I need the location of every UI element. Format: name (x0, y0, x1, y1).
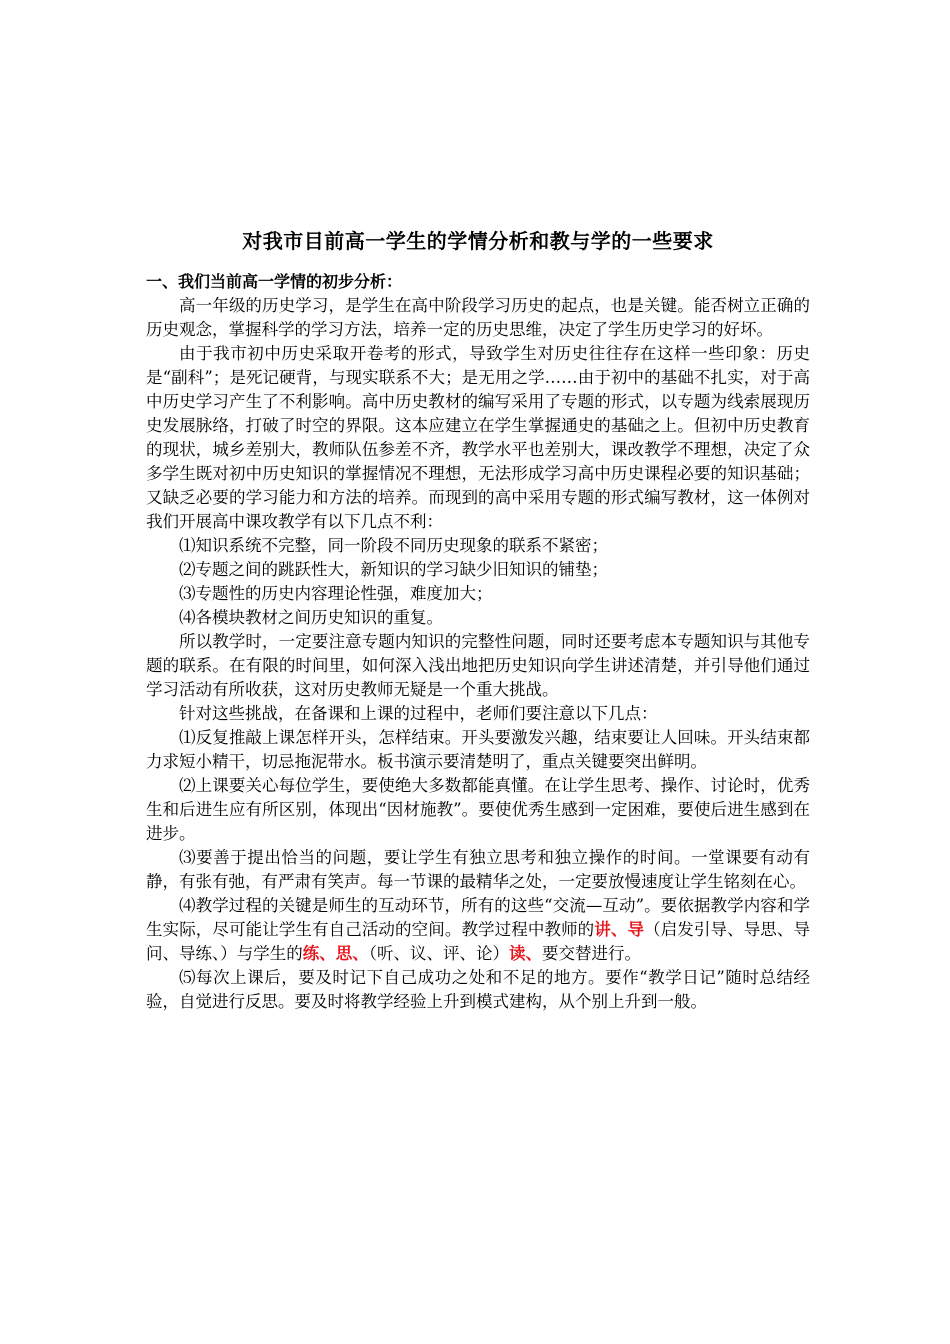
list-item: ⑶专题性的历史内容理论性强，难度加大； (179, 584, 493, 603)
point-4-text-d: 要交替进行。 (542, 944, 641, 963)
document-body (146, 226, 810, 1014)
list-item: ⑵专题之间的跳跃性大，新知识的学习缺少旧知识的铺垫； (179, 560, 608, 579)
point-3: ⑶要善于提出恰当的问题，要让学生有独立思考和独立操作的时间。一堂课要有动有静，有张有弛，有严肃有笑声。每一节课的最精华之处，一定要放慢速度让学生铭刻在心。 (146, 848, 810, 891)
point-5: ⑸每次上课后，要及时记下自己成功之处和不足的地方。要作“教学日记”随时总结经验，自觉进行反思。要及时将教学经验上升到模式建构，从个别上升到一般。 (146, 968, 810, 1011)
paragraph-1: 高一年级的历史学习，是学生在高中阶段学习历史的起点，也是关键。能否树立正确的历史观念，掌握科学的学习方法，培养一定的历史思维，决定了学生历史学习的好坏。 (146, 296, 810, 339)
point-2: ⑵上课要关心每位学生，要使绝大多数都能真懂。在让学生思考、操作、讨论时，优秀生和后进生应有所区别，体现出“因材施教”。要使优秀生感到一定困难，要使后进生感到在进步。 (146, 776, 810, 843)
section-heading: 一、我们当前高一学情的初步分析： (146, 272, 403, 291)
emphasis-red: 讲、导 (594, 920, 645, 939)
list-item: ⑴知识系统不完整，同一阶段不同历史现象的联系不紧密； (179, 536, 608, 555)
point-4-text-b: （启发引导、导思、导问、导练、）与学生的 (146, 920, 811, 963)
point-4 (146, 894, 810, 966)
emphasis-red: 读、 (509, 944, 542, 963)
paragraph-2: 由于我市初中历史采取开卷考的形式，导致学生对历史往往存在这样一些印象：历史是“副科”；是死记硬背，与现实联系不大；是无用之学……由于初中的基础不扎实，对于高中历史学习产生了不利影响。高中历史教材的编写采用了专题的形式，以专题为线索展现历史发展脉络，打破了时空的界限。这本应建立在学生掌握通史的基础之上。但初中历史教育的现状，城乡差别大，教师队伍参差不齐，教学水平也差别大，课改教学不理想，决定了众多学生既对初中历史知识的掌握情况不理想，无法形成学习高中历史课程必要的知识基础；又缺乏必要的学习能力和方法的培养。而现到的高中采用专题的形式编写教材，这一体例对我们开展高中课攻教学有以下几点不利： (146, 344, 810, 531)
list-item: ⑷各模块教材之间历史知识的重复。 (179, 608, 443, 627)
paragraph-3: 所以教学时，一定要注意专题内知识的完整性问题，同时还要考虑本专题知识与其他专题的联系。在有限的时间里，如何深入浅出地把历史知识向学生讲述清楚，并引导他们通过学习活动有所收获，这对历史教师无疑是一个重大挑战。 (146, 632, 810, 699)
emphasis-red: 练、思、 (302, 944, 369, 963)
paragraph-4: 针对这些挑战，在备课和上课的过程中，老师们要注意以下几点： (179, 704, 658, 723)
point-1: ⑴反复推敲上课怎样开头，怎样结束。开头要激发兴趣，结束要让人回味。开头结束都力求短小精干，切忌拖泥带水。板书演示要清楚明了，重点关键要突出鲜明。 (146, 728, 810, 771)
point-4-text-c: （听、议、评、论） (368, 944, 509, 963)
point-4-text-a: ⑷教学过程的关键是师生的互动环节，所有的这些“交流—互动”。要依据教学内容和学生实际，尽可能让学生有自己活动的空间。教学过程中教师的 (146, 896, 810, 939)
document-title: 对我市目前高一学生的学情分析和教与学的一些要求 (242, 229, 714, 253)
